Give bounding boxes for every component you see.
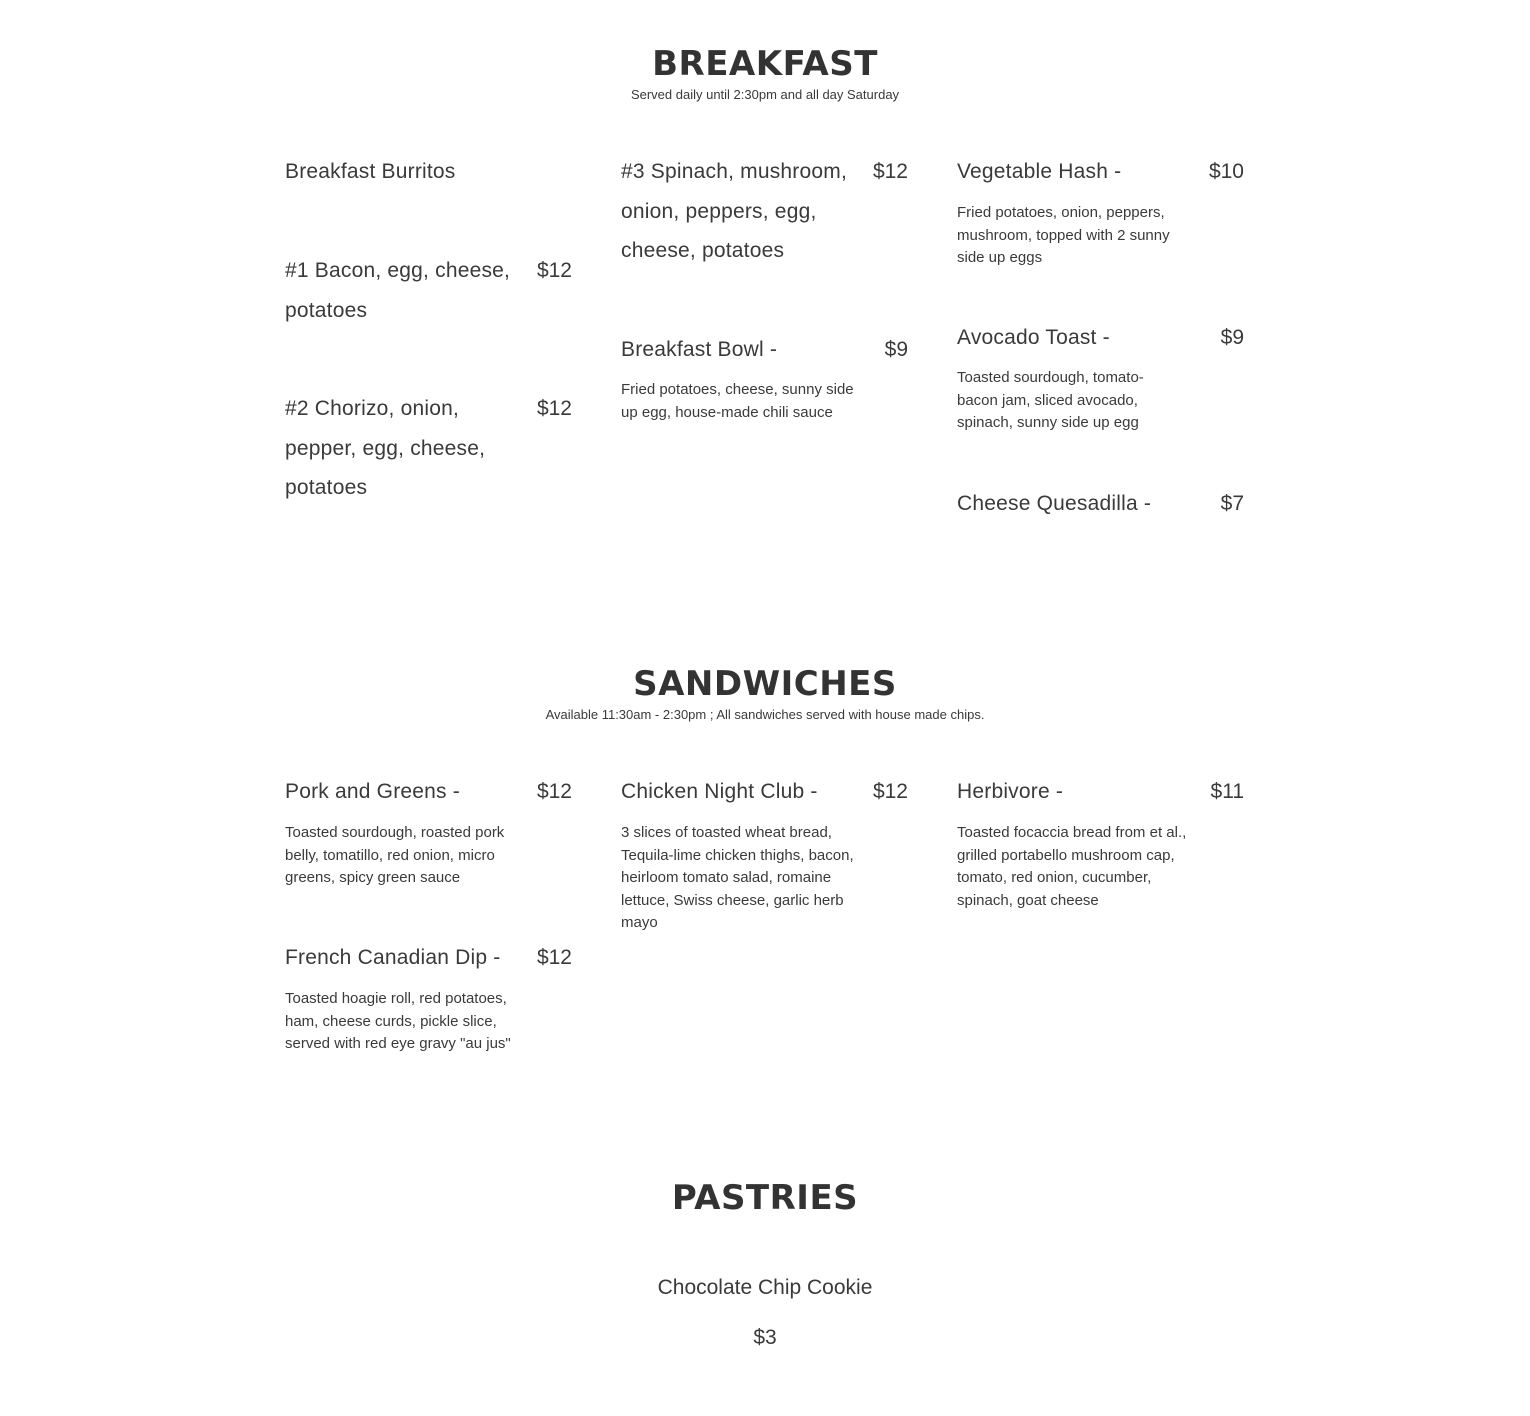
sandwiches-title: SANDWICHES — [633, 664, 897, 704]
menu-item-name: Chicken Night Club - — [621, 780, 818, 803]
menu-item-name: Pork and Greens - — [285, 780, 460, 803]
breakfast-title: BREAKFAST — [652, 44, 878, 84]
menu-item-price: $12 — [536, 259, 572, 282]
menu-item-name: #3 Spinach, mushroom, onion, peppers, egg, cheese, potatoes — [621, 160, 847, 262]
menu-item-price: $12 — [536, 946, 572, 969]
menu-item-description: 3 slices of toasted wheat bread, Tequila-lime chicken thighs, bacon, heirloom tomato salad, romaine lettuce, Swiss cheese, garlic herb mayo — [621, 824, 854, 931]
sandwiches-subtitle: Available 11:30am - 2:30pm ; All sandwiches served with house made chips. — [545, 707, 985, 722]
menu-item-name: Chocolate Chip Cookie — [657, 1276, 873, 1299]
menu-item-name: #1 Bacon, egg, cheese, potatoes — [285, 259, 511, 322]
menu-item-description: Fried potatoes, onion, peppers, mushroom, topped with 2 sunny side up eggs — [957, 204, 1170, 266]
menu-item-description: Toasted focaccia bread from et al., grilled portabello mushroom cap, tomato, red onion, cucumber, spinach, goat cheese — [957, 824, 1187, 909]
menu-item-description: Toasted sourdough, roasted pork belly, tomatillo, red onion, micro greens, spicy green sauce — [285, 824, 505, 886]
breakfast-burritos-heading: Breakfast Burritos — [285, 160, 456, 183]
menu-item-price: $9 — [1220, 326, 1244, 349]
menu-item-price: $12 — [536, 397, 572, 420]
breakfast-subtitle: Served daily until 2:30pm and all day Saturday — [630, 87, 900, 102]
menu-item-name: Herbivore - — [957, 780, 1064, 803]
menu-item-name: Cheese Quesadilla - — [957, 492, 1152, 515]
menu-item-name: Avocado Toast - — [957, 326, 1110, 349]
menu-item-description: Toasted hoagie roll, red potatoes, ham, cheese curds, pickle slice, served with red eye gravy "au jus" — [285, 990, 511, 1052]
menu-item-price: $12 — [872, 780, 908, 803]
menu-item-name: Breakfast Bowl - — [621, 338, 778, 361]
menu-item-name: Vegetable Hash - — [957, 160, 1122, 183]
menu-item-price: $11 — [1210, 780, 1244, 803]
menu-item-price: $3 — [753, 1326, 777, 1349]
menu-item-price: $12 — [536, 780, 572, 803]
menu-item-name: French Canadian Dip - — [285, 946, 501, 969]
menu-item-description: Toasted sourdough, tomato-bacon jam, sliced avocado, spinach, sunny side up egg — [957, 369, 1144, 431]
menu-item-description: Fried potatoes, cheese, sunny side up egg, house-made chili sauce — [621, 381, 854, 421]
menu-item-price: $12 — [872, 160, 908, 183]
menu-item-price: $10 — [1208, 160, 1244, 183]
pastries-title: PASTRIES — [671, 1178, 859, 1218]
menu-item-price: $7 — [1220, 492, 1244, 515]
menu-item-price: $9 — [884, 338, 908, 361]
menu-item-name: #2 Chorizo, onion, pepper, egg, cheese, potatoes — [285, 397, 486, 499]
